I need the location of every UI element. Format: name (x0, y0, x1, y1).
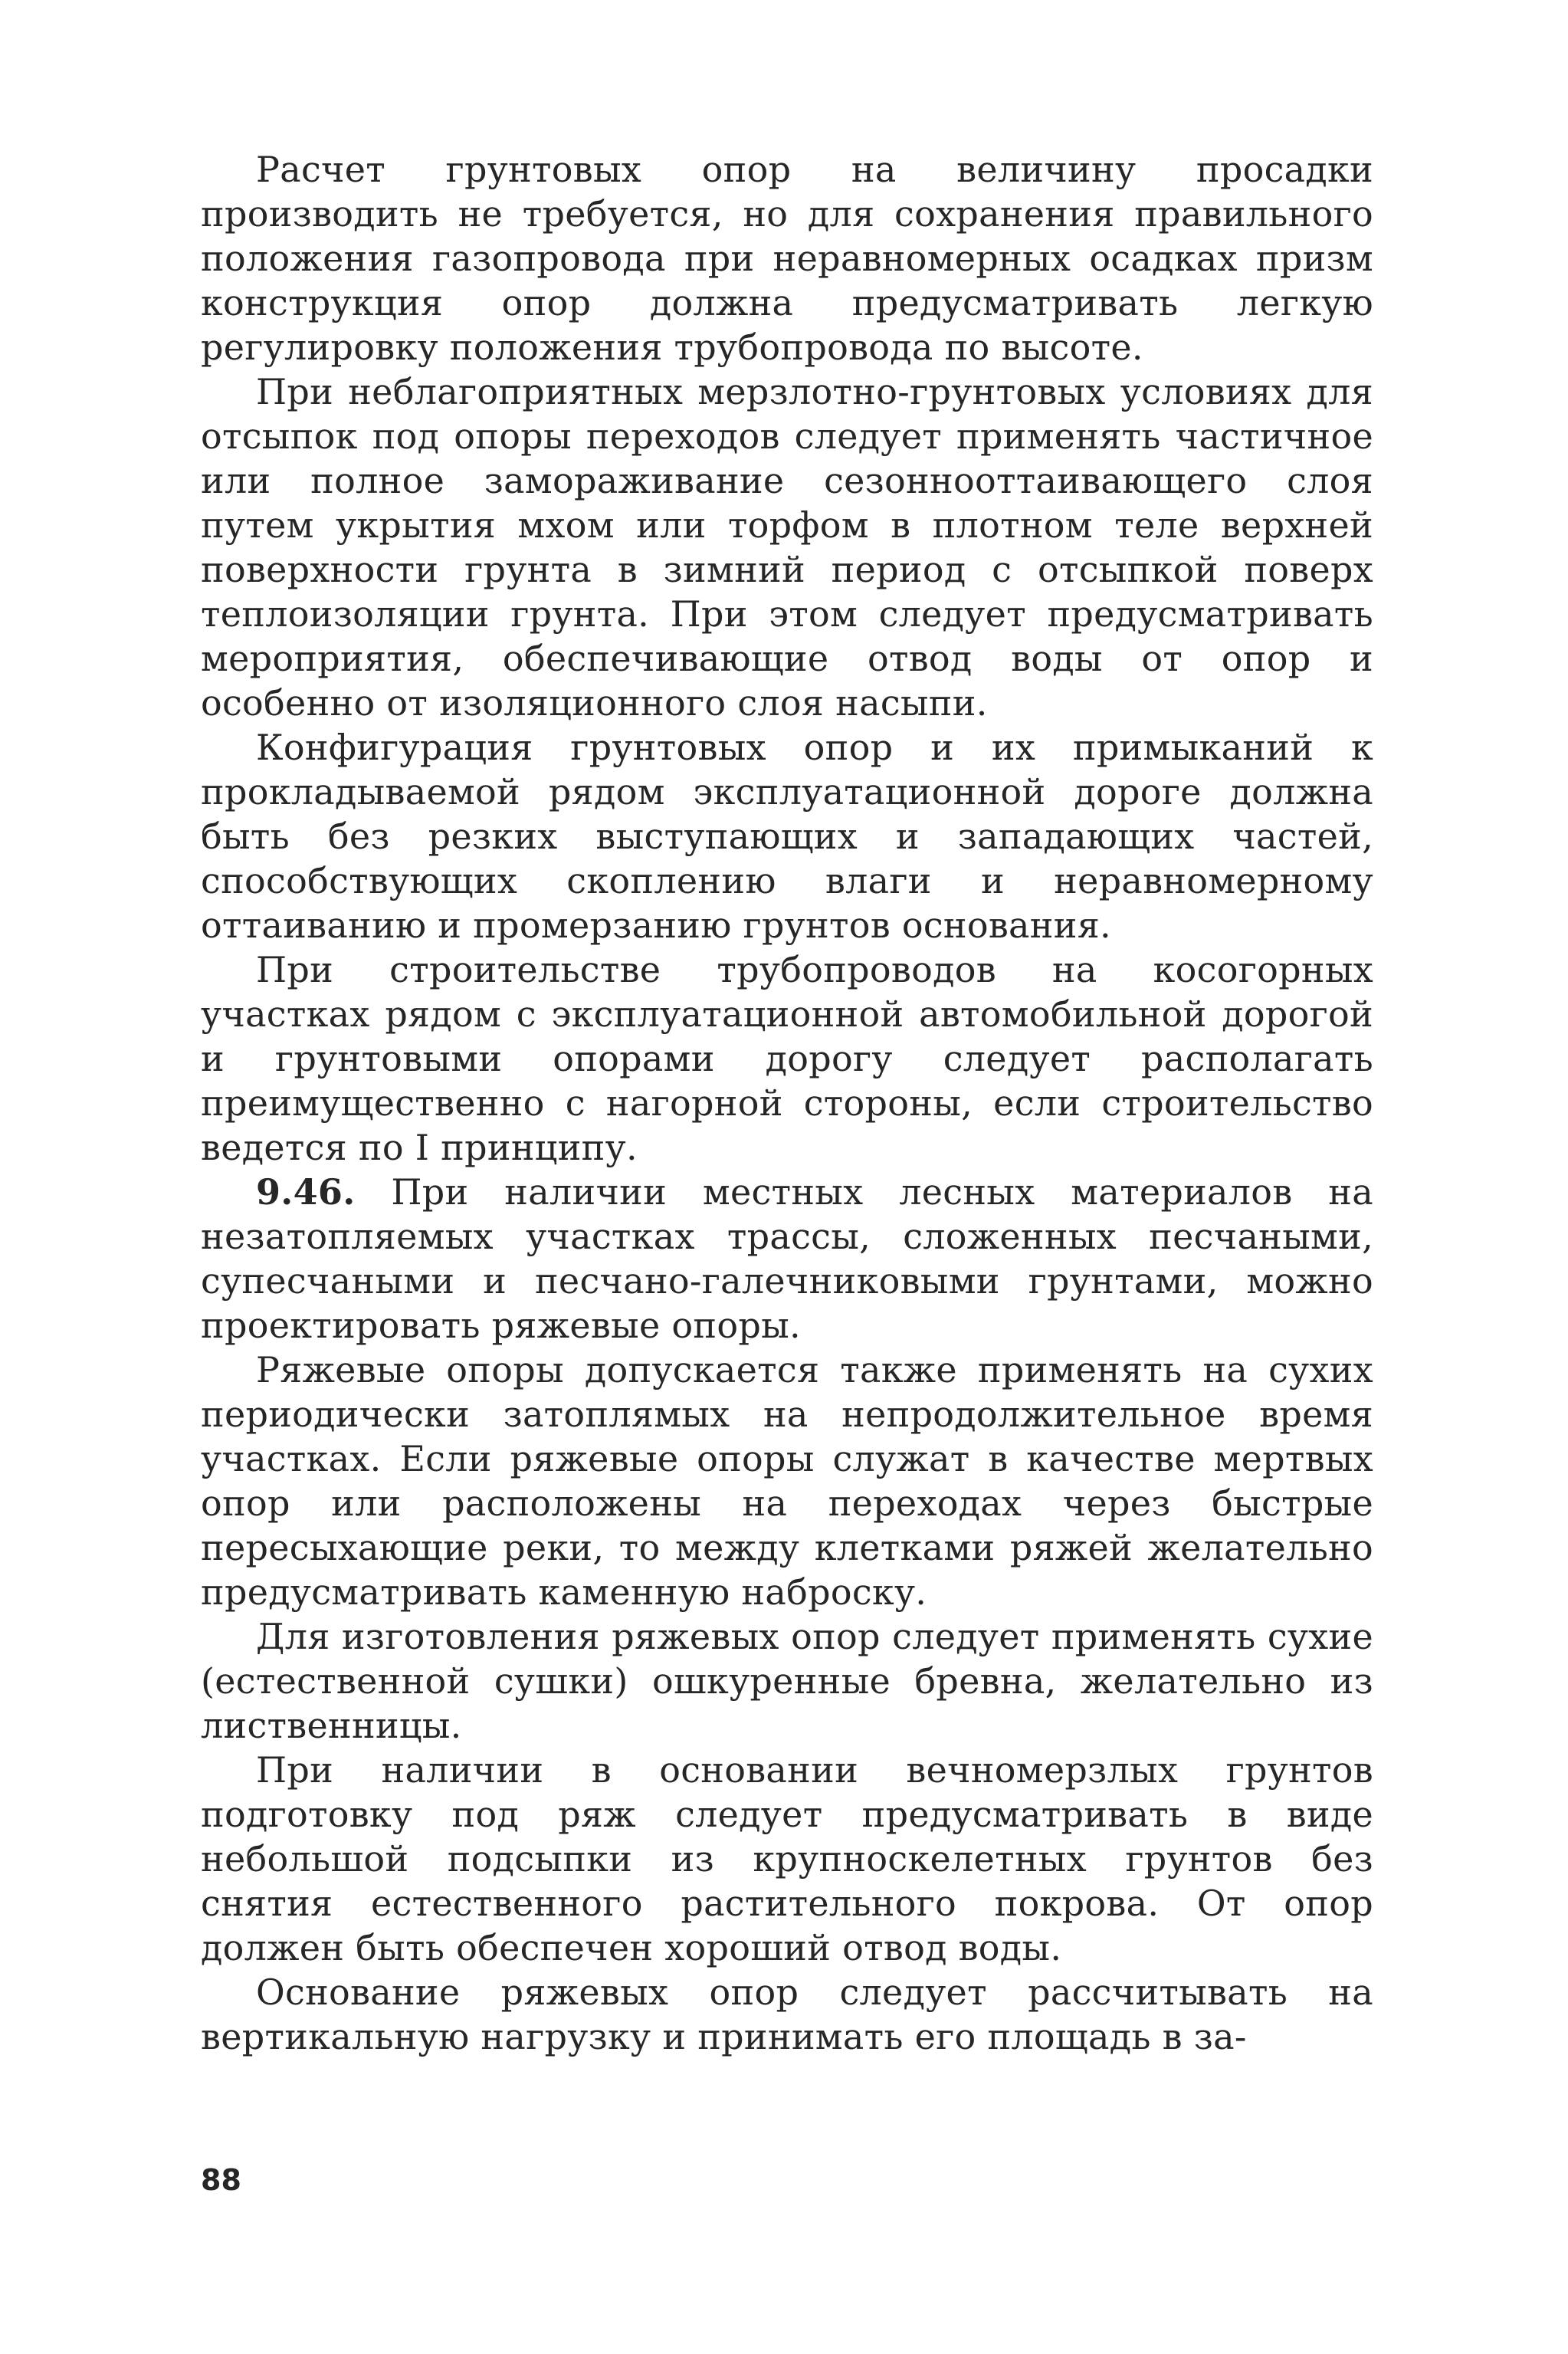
paragraph: Расчет грунтовых опор на величину просадки производить не требуется, но для сохранения правильного положения газопровода при неравномерных осадках призм конструкция опор должна предусматривать легкую регулировку положения трубопровода по высоте. (201, 149, 1373, 368)
paragraph: При неблагоприятных мерзлотно-грунтовых условиях для отсыпок под опоры переходов следует применять частичное или полное замораживание сезоннооттаивающего слоя путем укрытия мхом или торфом в плотном теле верхней поверхности грунта в зимний период с отсыпкой поверх теплоизоляции грунта. При этом следует предусматривать мероприятия, обеспечивающие отвод воды от опор и особенно от изоляционного слоя насыпи. (201, 371, 1373, 724)
paragraph-9-46: 9.46. При наличии местных лесных материалов на незатопляемых участках трассы, сложенных песчаными, супесчаными и песчано-галечниковыми грунтами, можно проектировать ряжевые опоры. (201, 1171, 1373, 1346)
body-text (201, 147, 1373, 2059)
paragraph: При наличии в основании вечномерзлых грунтов подготовку под ряж следует предусматривать в виде небольшой подсыпки из крупноскелетных грунтов без снятия естественного растительного покрова. От опор должен быть обеспечен хороший отвод воды. (201, 1749, 1373, 1968)
section-number: 9.46. (256, 1171, 356, 1213)
paragraph: Основание ряжевых опор следует рассчитывать на вертикальную нагрузку и принимать его площадь в за- (201, 1972, 1373, 2057)
paragraph: Для изготовления ряжевых опор следует применять сухие (естественной сушки) ошкуренные бревна, желательно из лиственницы. (201, 1616, 1373, 1746)
paragraph: Ряжевые опоры допускается также применять на сухих периодически затоплямых на непродолжительное время участках. Если ряжевые опоры служат в качестве мертвых опор или расположены на переходах через быстрые пересыхающие реки, то между клетками ряжей желательно предусматривать каменную наброску. (201, 1349, 1373, 1613)
paragraph: Конфигурация грунтовых опор и их примыканий к прокладываемой рядом эксплуатационной дороге должна быть без резких выступающих и западающих частей, способствующих скоплению влаги и неравномерному оттаиванию и промерзанию грунтов основания. (201, 727, 1373, 946)
page-number: 88 (201, 2163, 241, 2197)
paragraph: При строительстве трубопроводов на косогорных участках рядом с эксплуатационной автомобильной дорогой и грунтовыми опорами дорогу следует располагать преимущественно с нагорной стороны, если строительство ведется по I принципу. (201, 949, 1373, 1168)
